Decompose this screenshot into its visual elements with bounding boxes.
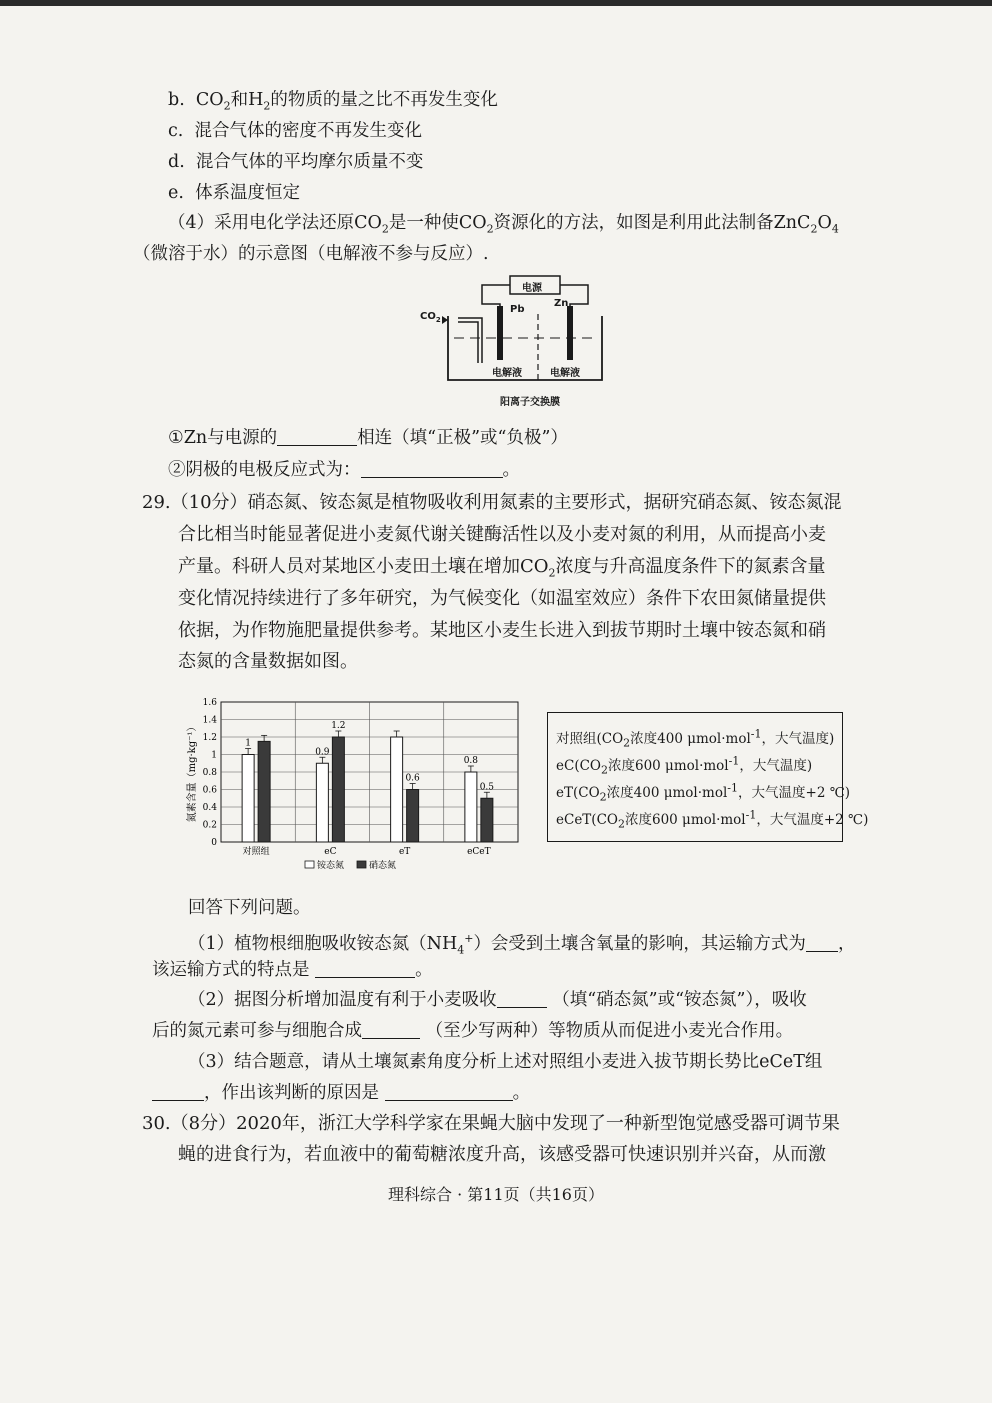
data-label: 0.9 [315,747,330,758]
bar-nitrate [407,790,419,843]
q29-p3-line2: ，作出该判断的原因是 。 [152,1081,530,1105]
membrane-label: 阳离子交换膜 [500,397,560,408]
y-tick-label: 1 [211,750,217,761]
y-tick-label: 1.4 [202,715,217,726]
bar-nitrate [332,737,344,842]
answer-blank[interactable] [277,427,357,446]
option-b: b. $CO_2$和$H_2$的物质的量之比不再发生变化 [168,90,498,113]
answer-blank[interactable] [497,989,547,1008]
page-footer: 理科综合 · 第11页（共16页） [388,1185,604,1204]
q29-line1: 29.（10分）硝态氮、铵态氮是植物吸收利用氮素的主要形式，据研究硝态氮、铵态氮混 [142,492,842,513]
x-tick-label: eC [324,847,337,857]
pb-electrode [497,306,503,360]
zn-electrode [567,306,573,360]
y-tick-label: 0.8 [202,768,217,778]
answer-intro: 回答下列问题。 [188,898,311,918]
bar-nitrate [258,741,270,842]
q30-line1: 30.（8分）2020年，浙江大学科学家在果蝇大脑中发现了一种新型饱觉感受器可调节果 [142,1113,840,1134]
answer-blank[interactable] [315,959,415,978]
answer-blank[interactable] [362,1020,420,1039]
electrolysis-diagram [420,268,620,418]
bar-ammonium [391,737,403,842]
y-tick-label: 0.2 [202,820,217,831]
legend-item-ecet: $eCeT(CO_2$浓度600 μmol·mol$^{-1}$，大气温度+2 ℃) [556,808,869,831]
q29-line5: 依据，为作物施肥量提供参考。某地区小麦生长进入到拔节期时土壤中铵态氮和硝 [178,620,826,641]
legend-item-control: 对照组($CO_2$浓度400 μmol·mol$^{-1}$，大气温度) [556,727,835,750]
q29-line6: 态氮的含量数据如图。 [178,651,358,672]
data-label: 0.8 [463,756,479,766]
answer-blank[interactable] [385,1082,513,1101]
bar-ammonium [465,772,477,842]
zn-label: Zn [554,298,569,309]
q4-line2: （微溶于水）的示意图（电解液不参与反应）. [133,244,489,264]
wire-left [482,285,510,358]
chart-svg [185,690,530,890]
co2-pipe-inner [458,322,478,363]
electrolyte-left-label: 电解液 [492,368,522,379]
data-label: 0.6 [405,773,420,784]
q29-line2: 合比相当时能显著促进小麦氮代谢关键酶活性以及小麦对氮的利用，从而提高小麦 [178,524,826,545]
legend-item-et: $eT(CO_2$浓度400 μmol·mol$^{-1}$，大气温度+2 ℃) [556,781,851,804]
y-axis-label: 氮素含量（mg·kg⁻¹） [187,721,198,823]
legend-item-ec: $eC(CO_2$浓度600 μmol·mol$^{-1}$，大气温度) [556,754,813,777]
q4-line1: （4）采用电化学法还原$CO_2$是一种使$CO_2$资源化的方法，如图是利用此法制备$ZnC_2O_4$ [168,213,839,236]
answer-blank[interactable] [152,1082,204,1101]
x-tick-label: 对照组 [242,847,270,857]
y-tick-label: 0.4 [202,803,217,813]
q4-sub2: ②阴极的电极反应式为： 。 [168,460,520,480]
data-label: 1 [245,738,251,749]
q29-p1: （1）植物根细胞吸收铵态氮$(NH_4^+)$会受到土壤含氧量的影响，其运输方式为 ， [188,932,856,957]
power-label: 电源 [522,283,542,294]
q29-line3: 产量。科研人员对某地区小麦田土壤在增加$CO_2$浓度与升高温度条件下的氮素含量 [178,556,826,580]
bar-ammonium [242,755,254,843]
q29-p2-line2: 后的氮元素可参与细胞合成 （至少写两种）等物质从而促进小麦光合作用。 [152,1021,794,1041]
answer-blank[interactable] [361,459,503,478]
y-tick-label: 0.6 [202,785,217,796]
x-tick-label: eT [398,847,411,857]
legend-swatch [305,861,314,868]
answer-blank[interactable] [806,933,838,952]
top-border [0,0,992,6]
y-tick-label: 1.6 [202,698,217,708]
pb-label: Pb [510,304,525,315]
data-label: 1.2 [331,721,346,731]
q29-p1-line2: 该运输方式的特点是 。 [152,960,433,980]
co2-label: $CO_2$ [420,311,441,324]
q29-line4: 变化情况持续进行了多年研究，为气候变化（如温室效应）条件下农田氮储量提供 [178,588,826,609]
nitrogen-bar-chart [185,690,530,890]
legend-swatch [357,861,366,868]
bar-ammonium [316,763,328,842]
q4-sub1: ①Zn与电源的 相连（填“正极”或“负极”） [168,428,568,448]
legend-label: 硝态氮 [369,861,397,871]
q29-p3: （3）结合题意，请从土壤氮素角度分析上述对照组小麦进入拔节期长势比eCeT组 [188,1052,823,1072]
q29-p2: （2）据图分析增加温度有利于小麦吸收 （填“硝态氮”或“铵态氮”），吸收 [188,990,807,1010]
legend-label: 铵态氮 [317,861,345,871]
y-tick-label: 1.2 [202,733,217,743]
y-tick-label: 0 [211,838,217,848]
option-d: d. 混合气体的平均摩尔质量不变 [168,152,424,172]
q30-line2: 蝇的进食行为，若血液中的葡萄糖浓度升高，该感受器可快速识别并兴奋，从而激 [178,1144,826,1165]
option-e: e. 体系温度恒定 [168,183,301,203]
bar-nitrate [481,798,493,842]
x-tick-label: eCeT [467,847,491,857]
treatment-legend [547,712,869,842]
wire-right [560,285,588,358]
data-label: 0.5 [479,782,495,793]
option-c: c. 混合气体的密度不再发生变化 [168,121,423,141]
electrolyte-right-label: 电解液 [550,368,580,379]
